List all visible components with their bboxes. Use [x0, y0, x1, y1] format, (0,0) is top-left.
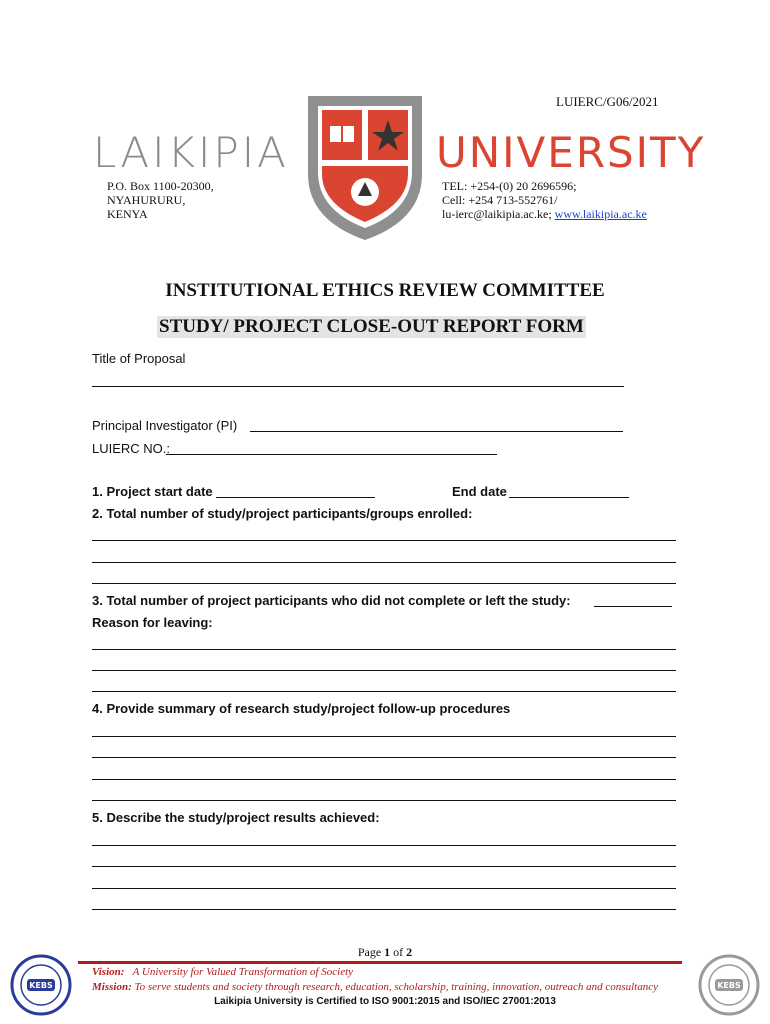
mission-statement: [92, 981, 658, 993]
answer-line[interactable]: [92, 800, 676, 801]
form-heading: INSTITUTIONAL ETHICS REVIEW COMMITTEE: [165, 280, 605, 301]
certification-note: Laikipia University is Certified to ISO 9001:2015 and ISO/IEC 27001:2013: [214, 996, 556, 1007]
luierc-number-label: LUIERC NO.:: [92, 441, 171, 456]
vision-text: A University for Valued Transformation of Society: [132, 966, 354, 978]
cellphone: Cell: +254 713-552761/: [442, 193, 558, 207]
principal-investigator-field[interactable]: [250, 431, 623, 432]
answer-line[interactable]: [92, 866, 676, 867]
answer-line[interactable]: [92, 909, 676, 910]
mission-text: To serve students and society through research, education, scholarship, training, innovation, outreach and consultancy: [134, 981, 658, 993]
answer-line[interactable]: [92, 540, 676, 541]
address-line: NYAHURURU,: [107, 193, 186, 207]
page-number-current: 1: [384, 945, 391, 959]
vision-label: Vision:: [92, 966, 125, 978]
vision-statement: [92, 966, 353, 978]
address-line: P.O. Box 1100-20300,: [107, 179, 214, 193]
answer-line[interactable]: [92, 736, 676, 737]
kebs-certification-seal-left: [10, 954, 72, 1016]
answer-line[interactable]: [92, 562, 676, 563]
left-seal-label: KEBS: [29, 981, 53, 990]
question-participants-left: 3. Total number of project participants who did not complete or left the study:: [92, 593, 571, 608]
proposal-title-label: Title of Proposal: [92, 351, 186, 366]
project-start-date-label: 1. Project start date: [92, 484, 213, 499]
university-crest-logo: [302, 92, 428, 242]
answer-line[interactable]: [92, 583, 676, 584]
email-address: lu-ierc@laikipia.ac.ke;: [442, 207, 555, 221]
kebs-certification-seal-right: [698, 954, 760, 1016]
answer-line[interactable]: [92, 691, 676, 692]
page-number: [0, 945, 770, 960]
reason-for-leaving-label: Reason for leaving:: [92, 615, 213, 630]
end-date-label: End date: [452, 484, 507, 499]
answer-line[interactable]: [92, 779, 676, 780]
address-line: KENYA: [107, 207, 148, 221]
answer-line[interactable]: [92, 649, 676, 650]
question-follow-up-procedures: 4. Provide summary of research study/project follow-up procedures: [92, 701, 511, 716]
end-date-field[interactable]: [509, 497, 629, 498]
telephone: TEL: +254-(0) 20 2696596;: [442, 179, 577, 193]
participants-left-field[interactable]: [594, 606, 672, 607]
brand-name-left: LAIKIPIA: [93, 128, 289, 177]
form-subheading: STUDY/ PROJECT CLOSE-OUT REPORT FORM: [159, 316, 584, 337]
page-number-prefix: Page: [357, 945, 385, 959]
footer-divider: [78, 961, 682, 964]
page-number-separator: of: [390, 945, 407, 959]
document-reference-code: LUIERC/G06/2021: [556, 94, 659, 109]
project-start-date-field[interactable]: [216, 497, 375, 498]
answer-line[interactable]: [92, 845, 676, 846]
right-seal-label: KEBS: [717, 981, 741, 990]
website-link[interactable]: www.laikipia.ac.ke: [554, 207, 647, 221]
proposal-title-field[interactable]: [92, 386, 624, 387]
mission-label: Mission:: [92, 981, 132, 993]
answer-line[interactable]: [92, 670, 676, 671]
principal-investigator-label: Principal Investigator (PI): [92, 418, 238, 433]
question-results-achieved: 5. Describe the study/project results achieved:: [92, 810, 380, 825]
brand-name-right: UNIVERSITY: [436, 128, 706, 177]
email-and-website: [442, 207, 647, 221]
answer-line[interactable]: [92, 757, 676, 758]
contact-details: [442, 179, 647, 221]
answer-line[interactable]: [92, 888, 676, 889]
luierc-number-field[interactable]: [166, 454, 497, 455]
page-number-total: 2: [406, 945, 413, 959]
question-participants-enrolled: 2. Total number of study/project participants/groups enrolled:: [92, 506, 473, 521]
postal-address: [107, 179, 214, 221]
